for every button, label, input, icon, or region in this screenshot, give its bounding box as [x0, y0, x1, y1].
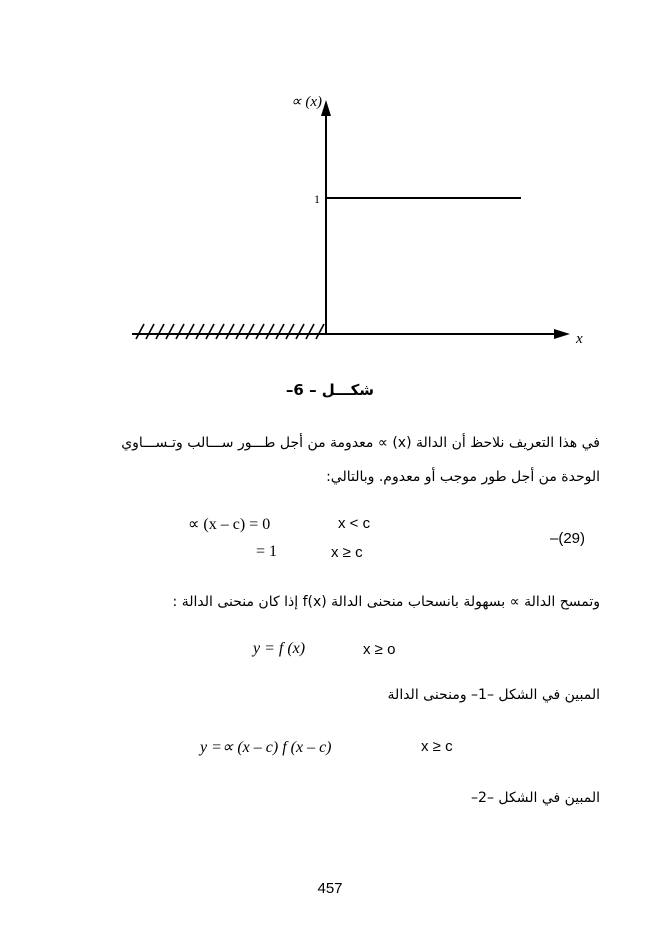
hatch-mark	[196, 324, 204, 339]
paragraph-4: المبين في الشكل –2–	[471, 790, 600, 806]
equation-29-number: –(29)	[550, 530, 586, 547]
equation-3-condition: x ≥ c	[421, 738, 453, 755]
paragraph-1-line-2: الوحدة من أجل طور موجب أو معدوم. وبالتالي:	[326, 469, 600, 485]
hatch-mark	[306, 324, 314, 339]
hatch-mark	[146, 324, 154, 339]
hatch-mark	[266, 324, 274, 339]
hatch-mark	[276, 324, 284, 339]
equation-29-row-2-expression: = 1	[256, 543, 278, 560]
equation-2-condition: x ≥ o	[363, 641, 396, 658]
equation-2-expression: y = f (x)	[253, 640, 306, 657]
hatch-mark	[166, 324, 174, 339]
paragraph-1-line-1: في هذا التعريف نلاحظ أن الدالة (x) ∝ معدومة من أجل طـــور ســـالب وتـســـاوي	[121, 435, 600, 451]
hatch-mark	[226, 324, 234, 339]
y-axis-label: ∝ (x)	[290, 94, 322, 110]
x-axis-arrowhead	[554, 329, 570, 339]
hatch-mark	[316, 324, 324, 339]
paragraph-3: المبين في الشكل –1– ومنحنى الدالة	[387, 687, 600, 703]
hatch-mark	[216, 324, 224, 339]
x-axis-label: x	[576, 331, 583, 347]
step-function-figure	[0, 0, 659, 380]
equation-3-expression: y =∝ (x – c) f (x – c)	[200, 739, 332, 756]
equation-29-row-2-condition: x ≥ c	[331, 544, 363, 561]
hatch-mark	[156, 324, 164, 339]
hatch-mark	[176, 324, 184, 339]
negative-axis-hatching	[136, 324, 324, 339]
hatch-mark	[206, 324, 214, 339]
equation-29-row-1-expression: ∝ (x – c) = 0	[188, 516, 271, 533]
y-axis-arrowhead	[321, 100, 331, 116]
hatch-mark	[256, 324, 264, 339]
hatch-mark	[236, 324, 244, 339]
hatch-mark	[246, 324, 254, 339]
page-number: 457	[317, 880, 343, 897]
hatch-mark	[186, 324, 194, 339]
figure-caption: شكـــل – 6–	[285, 381, 375, 399]
hatch-mark	[296, 324, 304, 339]
hatch-mark	[286, 324, 294, 339]
tick-label-one: 1	[314, 192, 320, 206]
equation-29-row-1-condition: x < c	[338, 515, 371, 532]
paragraph-2: وتمسح الدالة ∝ بسهولة بانسحاب منحنى الدالة f(x) إذا كان منحنى الدالة :	[172, 594, 600, 610]
step-function-line	[326, 198, 521, 333]
hatch-mark	[136, 324, 144, 339]
